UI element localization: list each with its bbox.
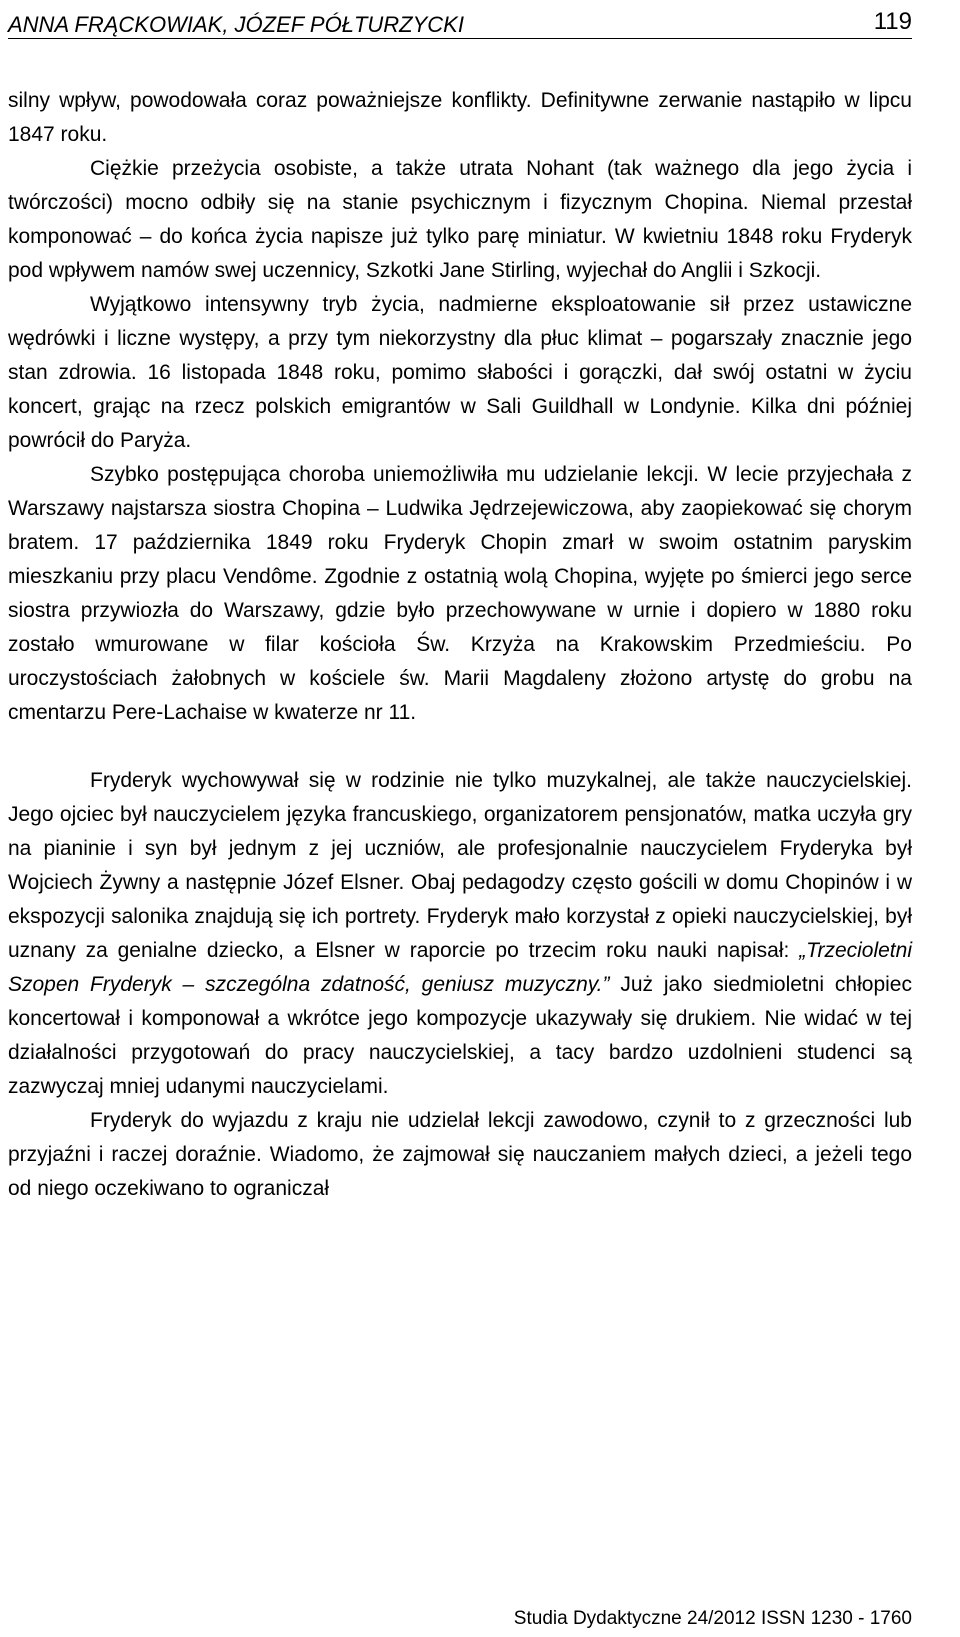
paragraph-2: Ciężkie przeżycia osobiste, a także utrata Nohant (tak ważnego dla jego życia i twórczości) mocno odbiły się na stanie psychicznym i fizycznym Chopina. Niemal przestał komponować – do końca życia napisze już tylko parę miniatur. W kwietniu 1848 roku Fryderyk pod wpływem namów swej uczennicy, Szkotki Jane Stirling, wyjechał do Anglii i Szkocji.: [8, 157, 912, 282]
paragraph-6: Fryderyk do wyjazdu z kraju nie udzielał lekcji zawodowo, czynił to z grzeczności lub przyjaźni i raczej doraźnie. Wiadomo, że zajmował się nauczaniem małych dzieci, a jeżeli tego od niego oczekiwano to ograniczał: [8, 1109, 912, 1200]
running-header: [8, 6, 912, 39]
paragraph-5-text-b: Już jako siedmioletni chłopiec koncertował i komponował a wkrótce jego kompozycje ukazywały się drukiem. Nie widać w tej działalności przygotowań do pracy nauczycielskiej, a tacy bardzo uzdolnieni studenci są zazwyczaj mniej udanymi nauczycielami.: [8, 973, 912, 1098]
paragraph-1: silny wpływ, powodowała coraz poważniejsze konflikty. Definitywne zerwanie nastąpiło w lipcu 1847 roku.: [8, 89, 912, 146]
body-text: [8, 84, 912, 1206]
journal-footer: Studia Dydaktyczne 24/2012 ISSN 1230 - 1760: [513, 1608, 912, 1629]
paragraph-5-text-a: Fryderyk wychowywał się w rodzinie nie tylko muzykalnej, ale także nauczycielskiej. Jego ojciec był nauczycielem języka francuskiego, organizatorem pensjonatów, matka uczyła gry na pianinie i syn był jednym z jej uczniów, ale profesjonalnie nauczycielem Fryderyka był Wojciech Żywny a następnie Józef Elsner. Obaj pedagodzy często gościli w domu Chopinów i w ekspozycji salonika znajdują się ich portrety. Fryderyk mało korzystał z opieki nauczycielskiej, był uznany za genialne dziecko, a Elsner w raporcie po trzecim roku nauki napisał:: [8, 769, 912, 962]
elsner-quote: „Trzecioletni Szopen Fryderyk – szczególna zdatność, geniusz muzyczny.”: [8, 939, 912, 996]
paragraph-4: Szybko postępująca choroba uniemożliwiła mu udzielanie lekcji. W lecie przyjechała z Warszawy najstarsza siostra Chopina – Ludwika Jędrzejewiczowa, aby zaopiekować się chorym bratem. 17 października 1849 roku Fryderyk Chopin zmarł w swoim ostatnim paryskim mieszkaniu przy placu Vendôme. Zgodnie z ostatnią wolą Chopina, wyjęte po śmierci jego serce siostra przywiozła do Warszawy, gdzie było przechowywane w urnie i dopiero w 1880 roku zostało wmurowane w filar kościoła Św. Krzyża na Krakowskim Przedmieściu. Po uroczystościach żałobnych w kościele św. Marii Magdaleny złożono artystę do grobu na cmentarzu Pere-Lachaise w kwaterze nr 11.: [8, 463, 912, 724]
page-number: 119: [873, 8, 912, 35]
running-head-authors: ANNA FRĄCKOWIAK, JÓZEF PÓŁTURZYCKI: [8, 12, 464, 37]
paragraph-3: Wyjątkowo intensywny tryb życia, nadmierne eksploatowanie sił przez ustawiczne wędrówki i liczne występy, a przy tym niekorzystny dla płuc klimat – pogarszały znacznie jego stan zdrowia. 16 listopada 1848 roku, pomimo słabości i gorączki, dał swój ostatni w życiu koncert, grając na rzecz polskich emigrantów w Sali Guildhall w Londynie. Kilka dni później powrócił do Paryża.: [8, 293, 912, 452]
paragraph-5: [8, 764, 912, 1104]
